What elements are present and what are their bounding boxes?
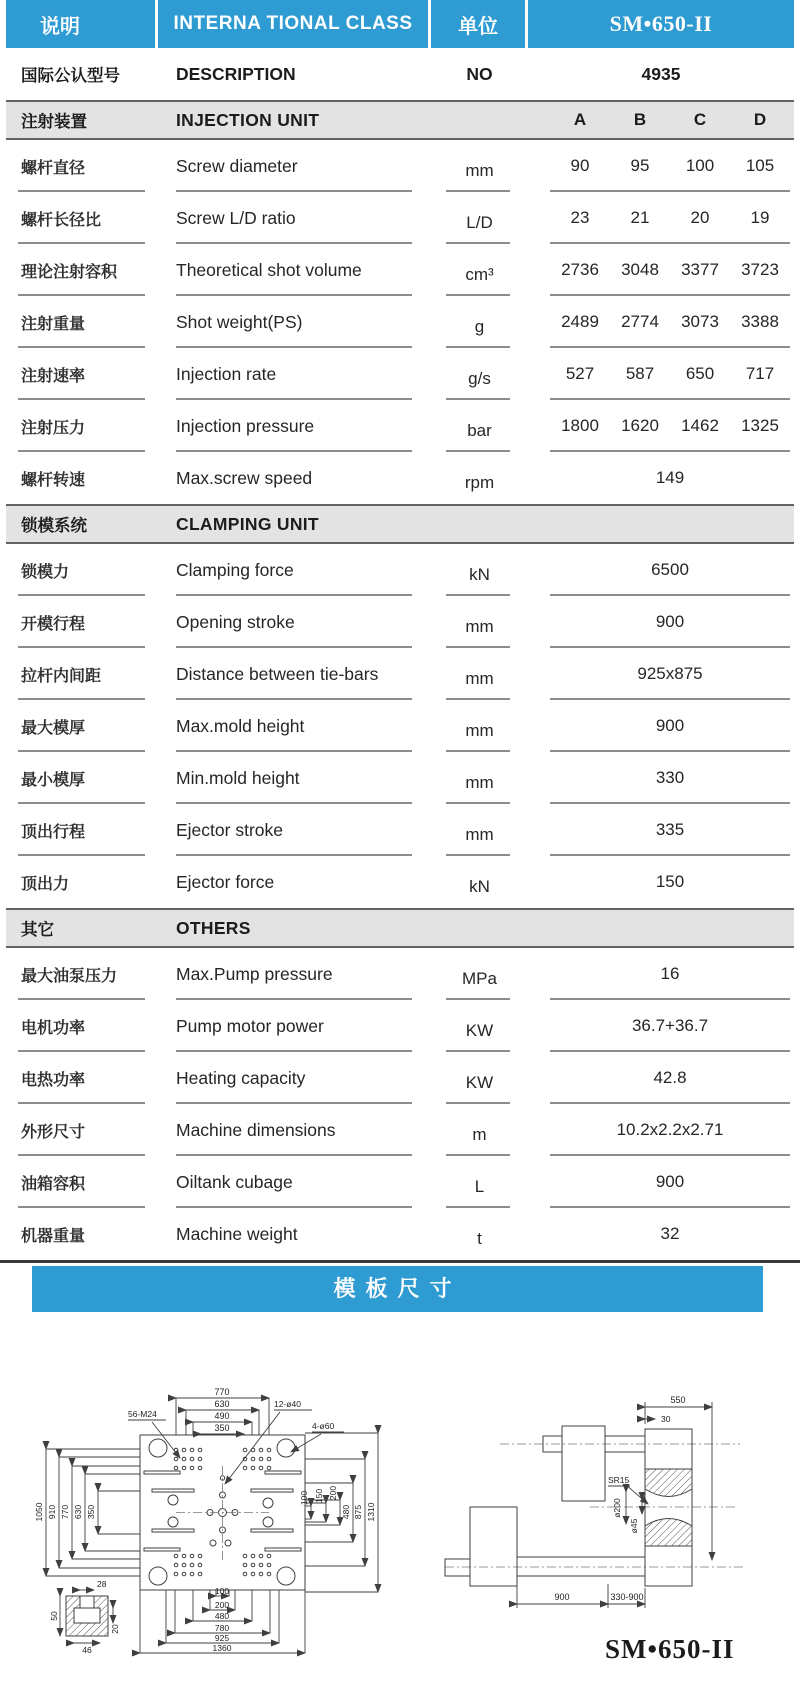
row-label-cn: 电机功率	[6, 1000, 158, 1052]
row-unit: cm³	[431, 244, 528, 296]
row-label-cn: 机器重量	[21, 1227, 86, 1245]
dim-label: 1360	[212, 1643, 232, 1653]
dim-label: 30	[661, 1414, 671, 1424]
row-label-en: Shot weight(PS)	[158, 296, 431, 348]
row-label-en: Min.mold height	[158, 752, 431, 804]
row-label-en: Ejector force	[176, 871, 275, 892]
side-view-diagram	[440, 1374, 785, 1619]
col-d: D	[753, 110, 767, 129]
stationary-platen	[645, 1429, 692, 1586]
value-d: 105	[745, 156, 775, 175]
dim-label: 480	[341, 1504, 351, 1520]
table-row	[6, 804, 794, 856]
model-caption: SM•650-II	[605, 1634, 735, 1664]
row-label-cn: 顶出行程	[6, 804, 158, 856]
value-c: 100	[685, 156, 715, 175]
row-unit: mm	[431, 700, 528, 752]
centerlines	[445, 1444, 745, 1567]
value-c: 650	[685, 364, 715, 383]
dim-label: 1310	[366, 1502, 376, 1522]
abcd-columns	[528, 110, 794, 130]
table-row	[6, 452, 794, 504]
row-unit: g/s	[431, 348, 528, 400]
value-c: 1462	[681, 416, 719, 435]
row-unit: kN	[431, 544, 528, 596]
table-row	[6, 1052, 794, 1104]
value-a: 90	[570, 156, 590, 175]
row-label-cn: 外形尺寸	[6, 1104, 158, 1156]
dim-label: 150	[314, 1488, 324, 1504]
dim-label: 550	[670, 1395, 686, 1405]
dim-label: 910	[47, 1504, 57, 1520]
section-en: OTHERS	[176, 917, 251, 938]
row-unit: mm	[431, 596, 528, 648]
row-values	[528, 364, 790, 384]
row-label-cn: 顶出力	[21, 875, 70, 893]
value-c: 3377	[681, 260, 719, 279]
section-cn: 其它	[21, 921, 54, 939]
row-label-en: Screw diameter	[158, 140, 431, 192]
row-label-en: Injection rate	[158, 348, 431, 400]
model-row-en: DESCRIPTION	[176, 63, 296, 84]
value-b: 3048	[621, 260, 659, 279]
table-row	[6, 296, 794, 348]
row-label-en: Max.mold height	[158, 700, 431, 752]
header-model: SM•650-II	[609, 11, 713, 36]
table-row	[6, 348, 794, 400]
table-row	[6, 1000, 794, 1052]
row-value: 900	[655, 612, 685, 631]
row-label-cn: 最大油泵压力	[6, 948, 158, 1000]
dim-label: ø200	[612, 1498, 622, 1518]
row-label-cn: 开模行程	[6, 596, 158, 648]
dim-label: 875	[353, 1504, 363, 1520]
row-values	[528, 156, 790, 176]
corner-holes-callout: 4-ø60	[312, 1421, 335, 1431]
row-value: 330	[655, 768, 685, 787]
dim-label: 1050	[34, 1502, 44, 1522]
table-row	[6, 596, 794, 648]
row-unit: KW	[431, 1000, 528, 1052]
row-label-cn: 注射速率	[6, 348, 158, 400]
row-label-cn: 理论注射容积	[6, 244, 158, 296]
table-row	[6, 856, 794, 908]
row-values	[528, 260, 790, 280]
row-label-en: Theoretical shot volume	[158, 244, 431, 296]
row-unit: mm	[431, 752, 528, 804]
row-value: 149	[655, 468, 685, 487]
dim-label: 780	[214, 1623, 230, 1633]
table-row	[6, 752, 794, 804]
value-d: 3723	[741, 260, 779, 279]
mold-dimensions-banner: 模板尺寸	[32, 1266, 763, 1312]
dim-label: SR15	[608, 1475, 630, 1485]
dim-label: 330-900	[610, 1592, 644, 1602]
platen-dimension-diagram	[28, 1338, 428, 1698]
section-others	[6, 908, 794, 948]
value-c: 3073	[681, 312, 719, 331]
dim-label: 50	[49, 1611, 59, 1621]
row-value: 6500	[651, 560, 689, 579]
section-clamping-unit	[6, 504, 794, 544]
dim-label: 630	[214, 1399, 230, 1409]
locating-ring-upper	[645, 1469, 692, 1497]
dim-label: 100	[299, 1490, 309, 1506]
row-values	[528, 416, 790, 436]
row-label-en: Max.Pump pressure	[158, 948, 431, 1000]
dim-label: 200	[214, 1600, 230, 1610]
row-value: 900	[655, 716, 685, 735]
row-label-cn: 螺杆直径	[6, 140, 158, 192]
col-a: A	[573, 110, 587, 129]
through-holes-callout: 12-ø40	[274, 1399, 301, 1409]
guide-holes	[168, 1495, 273, 1527]
row-unit: t	[477, 1228, 482, 1248]
value-a: 2489	[561, 312, 599, 331]
value-a: 1800	[561, 416, 599, 435]
tap-holes-callout: 56-M24	[128, 1409, 157, 1419]
row-label-en: Opening stroke	[158, 596, 431, 648]
row-value: 42.8	[653, 1068, 687, 1087]
dim-label: 20	[110, 1624, 120, 1634]
value-b: 21	[630, 208, 650, 227]
value-d: 19	[750, 208, 770, 227]
table-header	[6, 0, 794, 48]
dim-label: ø45	[629, 1518, 639, 1534]
row-label-cn: 注射压力	[6, 400, 158, 452]
injection-carriage	[562, 1426, 605, 1501]
header-cn: 说明	[6, 0, 158, 48]
row-unit: L	[431, 1156, 528, 1208]
value-b: 2774	[621, 312, 659, 331]
machine-base-rail	[517, 1557, 645, 1576]
value-b: 1620	[621, 416, 659, 435]
row-label-cn: 螺杆转速	[21, 471, 86, 489]
model-row-unit: NO	[466, 63, 493, 84]
dim-label: 350	[214, 1423, 230, 1433]
value-b: 95	[630, 156, 650, 175]
table-row	[6, 192, 794, 244]
section-en: INJECTION UNIT	[176, 109, 320, 130]
row-label-cn: 最大模厚	[6, 700, 158, 752]
dim-label: 630	[73, 1504, 83, 1520]
table-row	[6, 1104, 794, 1156]
row-value: 36.7+36.7	[631, 1016, 709, 1035]
row-label-en: Oiltank cubage	[158, 1156, 431, 1208]
dim-label: 28	[97, 1579, 107, 1589]
table-row	[6, 1156, 794, 1208]
value-d: 717	[745, 364, 775, 383]
row-unit: g	[431, 296, 528, 348]
row-unit: mm	[431, 648, 528, 700]
row-value: 10.2x2.2x2.71	[616, 1120, 724, 1139]
row-unit: kN	[469, 876, 490, 896]
section-injection-unit	[6, 100, 794, 140]
row-value: 16	[660, 964, 680, 983]
tie-bar-holes	[149, 1439, 295, 1585]
table-row	[6, 648, 794, 700]
dim-label: 770	[60, 1504, 70, 1520]
row-label-cn: 注射重量	[6, 296, 158, 348]
model-row-value: 4935	[641, 63, 681, 84]
row-label-en: Distance between tie-bars	[158, 648, 431, 700]
dim-label: 480	[214, 1611, 230, 1621]
dim-label: 350	[86, 1504, 96, 1520]
row-label-cn: 锁模力	[6, 544, 158, 596]
table-row	[6, 244, 794, 296]
row-label-en: Machine dimensions	[158, 1104, 431, 1156]
base-foot	[445, 1559, 470, 1576]
col-c: C	[693, 110, 707, 129]
header-unit: 单位	[431, 0, 528, 48]
section-cn: 注射装置	[21, 113, 87, 131]
dim-label: 770	[214, 1387, 230, 1397]
diagram-area	[0, 1312, 800, 1706]
row-label-cn: 最小模厚	[6, 752, 158, 804]
dim-label: 100	[214, 1586, 230, 1596]
model-row-cn: 国际公认型号	[21, 67, 120, 85]
row-value: 32	[660, 1224, 680, 1243]
row-unit: rpm	[464, 472, 495, 492]
dim-label: 46	[82, 1645, 92, 1655]
row-unit: KW	[431, 1052, 528, 1104]
value-d: 1325	[741, 416, 779, 435]
row-label-en: Injection pressure	[158, 400, 431, 452]
row-value: 900	[655, 1172, 685, 1191]
row-label-cn: 螺杆长径比	[6, 192, 158, 244]
row-label-cn: 油箱容积	[6, 1156, 158, 1208]
table-row	[6, 948, 794, 1000]
t-slot-detail	[49, 1579, 120, 1655]
value-c: 20	[690, 208, 710, 227]
section-cn: 锁模系统	[21, 517, 87, 535]
row-label-en: Heating capacity	[158, 1052, 431, 1104]
row-values	[528, 312, 790, 332]
value-a: 527	[565, 364, 595, 383]
row-unit: mm	[431, 140, 528, 192]
model-number-row	[6, 48, 794, 100]
table-row	[6, 700, 794, 752]
machine-base-block	[470, 1507, 517, 1586]
row-unit: MPa	[431, 948, 528, 1000]
row-unit: mm	[431, 804, 528, 856]
col-b: B	[633, 110, 647, 129]
row-label-en: Clamping force	[158, 544, 431, 596]
value-b: 587	[625, 364, 655, 383]
row-label-en: Machine weight	[176, 1223, 298, 1244]
row-label-cn: 拉杆内间距	[6, 648, 158, 700]
row-value: 925x875	[637, 664, 703, 683]
row-value: 150	[655, 872, 685, 891]
dim-label: 490	[214, 1411, 230, 1421]
row-values	[528, 208, 790, 228]
value-d: 3388	[741, 312, 779, 331]
dim-label: 200	[328, 1485, 338, 1501]
row-label-en: Max.screw speed	[176, 467, 313, 488]
row-unit: L/D	[431, 192, 528, 244]
row-label-en: Pump motor power	[158, 1000, 431, 1052]
row-unit: m	[431, 1104, 528, 1156]
row-unit: bar	[431, 400, 528, 452]
row-label-en: Screw L/D ratio	[158, 192, 431, 244]
value-a: 2736	[561, 260, 599, 279]
table-row	[6, 400, 794, 452]
dim-label: 900	[554, 1592, 570, 1602]
locating-ring-lower	[645, 1519, 692, 1547]
row-label-cn: 电热功率	[6, 1052, 158, 1104]
section-en: CLAMPING UNIT	[176, 513, 319, 534]
table-row	[6, 140, 794, 192]
table-row	[6, 544, 794, 596]
value-a: 23	[570, 208, 590, 227]
spec-table	[6, 0, 794, 1260]
header-class: INTERNA TIONAL CLASS	[158, 0, 431, 48]
dim-label: 925	[214, 1633, 230, 1643]
row-label-en: Ejector stroke	[158, 804, 431, 856]
divider-line	[0, 1260, 800, 1263]
table-row	[6, 1208, 794, 1260]
row-value: 335	[655, 820, 685, 839]
